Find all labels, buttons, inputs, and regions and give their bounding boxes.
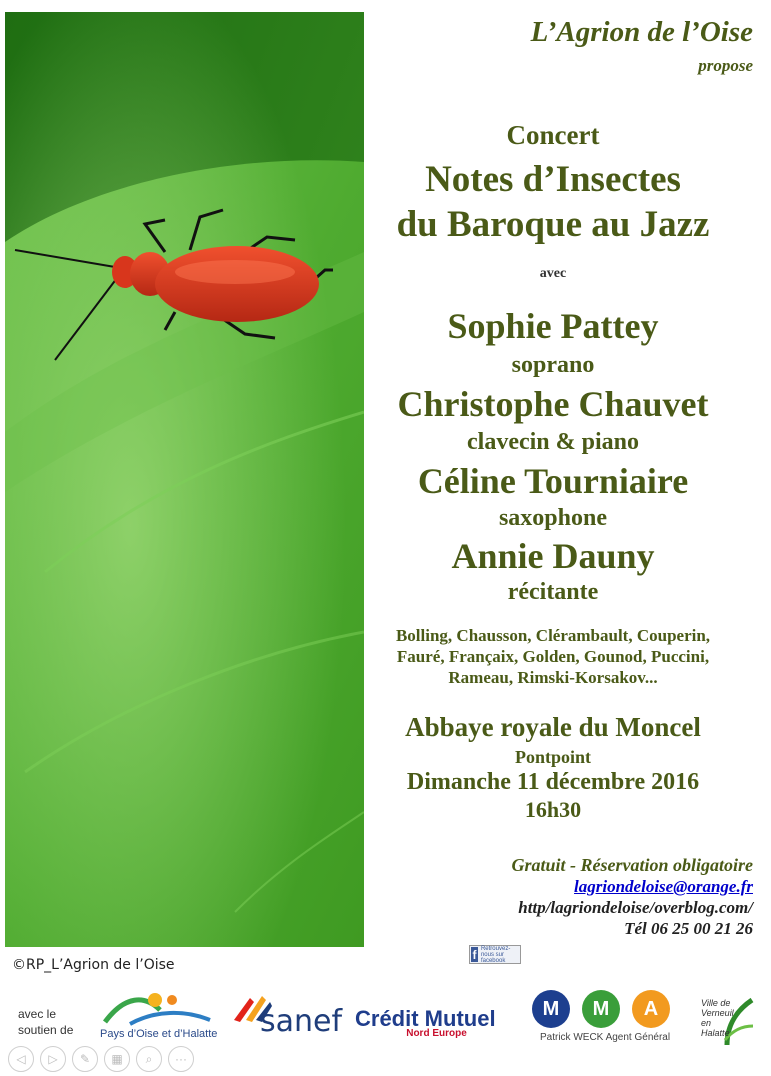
town: Pontpoint xyxy=(514,747,592,767)
title-line1: Notes d’Insectes xyxy=(425,159,681,200)
pays-oise-label: Pays d’Oise et d’Halatte xyxy=(100,1028,218,1040)
next-icon[interactable]: ▷ xyxy=(40,1046,66,1072)
email-link[interactable]: lagriondeloise@orange.fr xyxy=(574,877,753,896)
composers-line: Bolling, Chausson, Clérambault, Couperin, xyxy=(395,626,711,645)
performer-role: récitante xyxy=(507,579,599,605)
mma-caption: Patrick WECK Agent Général xyxy=(540,1032,671,1043)
performer-role: saxophone xyxy=(498,505,608,531)
credit-mutuel-logo xyxy=(355,1006,518,1038)
booking-note: Gratuit - Réservation obligatoire xyxy=(511,855,753,875)
facebook-badge[interactable] xyxy=(469,945,521,964)
prev-icon[interactable]: ◁ xyxy=(8,1046,34,1072)
mma-logo xyxy=(532,990,672,1046)
photo-credit: ©RP_L’Agrion de l’Oise xyxy=(12,957,175,973)
performer-role: soprano xyxy=(511,352,595,378)
credit-mutuel-sub: Nord Europe xyxy=(406,1028,467,1039)
concert-date: Dimanche 11 décembre 2016 xyxy=(406,769,700,795)
concert-label: Concert xyxy=(506,120,600,150)
venue: Abbaye royale du Moncel xyxy=(405,712,701,742)
sanef-logo xyxy=(232,990,342,1040)
mma-circle: A xyxy=(632,990,670,1028)
organizer-name: L’Agrion de l’Oise xyxy=(530,16,753,48)
composers-list xyxy=(365,625,741,688)
more-icon[interactable]: ··· xyxy=(168,1046,194,1072)
with-label: avec xyxy=(539,266,567,281)
pen-icon[interactable]: ✎ xyxy=(72,1046,98,1072)
title-line2: du Baroque au Jazz xyxy=(396,204,710,245)
facebook-label: Retrouvez-nous sur facebook xyxy=(480,945,511,964)
composers-line: Rameau, Rimski-Korsakov... xyxy=(448,668,658,687)
facebook-icon: f xyxy=(472,947,477,962)
phone: Tél 06 25 00 21 26 xyxy=(624,919,753,938)
mma-circle: M xyxy=(582,990,620,1028)
performer-name: Annie Dauny xyxy=(451,536,655,576)
credit-mutuel-label: Crédit Mutuel xyxy=(355,1006,496,1031)
ville-label: Ville de Verneuil en Halatte xyxy=(701,998,734,1038)
propose-label: propose xyxy=(698,56,753,75)
concert-time: 16h30 xyxy=(524,797,582,822)
slides-icon[interactable]: ▦ xyxy=(104,1046,130,1072)
beetle-photo xyxy=(5,12,364,947)
mma-circle: M xyxy=(532,990,570,1028)
performer-name: Céline Tourniaire xyxy=(417,461,689,501)
email-link-wrap xyxy=(574,877,753,897)
composers-line: Fauré, Françaix, Golden, Gounod, Puccini, xyxy=(396,647,710,666)
pays-oise-logo xyxy=(100,990,218,1040)
ville-logo xyxy=(697,990,755,1048)
support-text: avec le soutien de xyxy=(18,1007,74,1037)
zoom-icon[interactable]: ⌕ xyxy=(136,1046,162,1072)
performer-name: Sophie Pattey xyxy=(447,306,659,346)
website: http/lagriondeloise/overblog.com/ xyxy=(518,898,753,917)
performer-role: clavecin & piano xyxy=(467,429,639,455)
sanef-label: sanef xyxy=(260,1004,343,1039)
performer-name: Christophe Chauvet xyxy=(397,384,709,424)
slideshow-nav xyxy=(8,1046,194,1072)
